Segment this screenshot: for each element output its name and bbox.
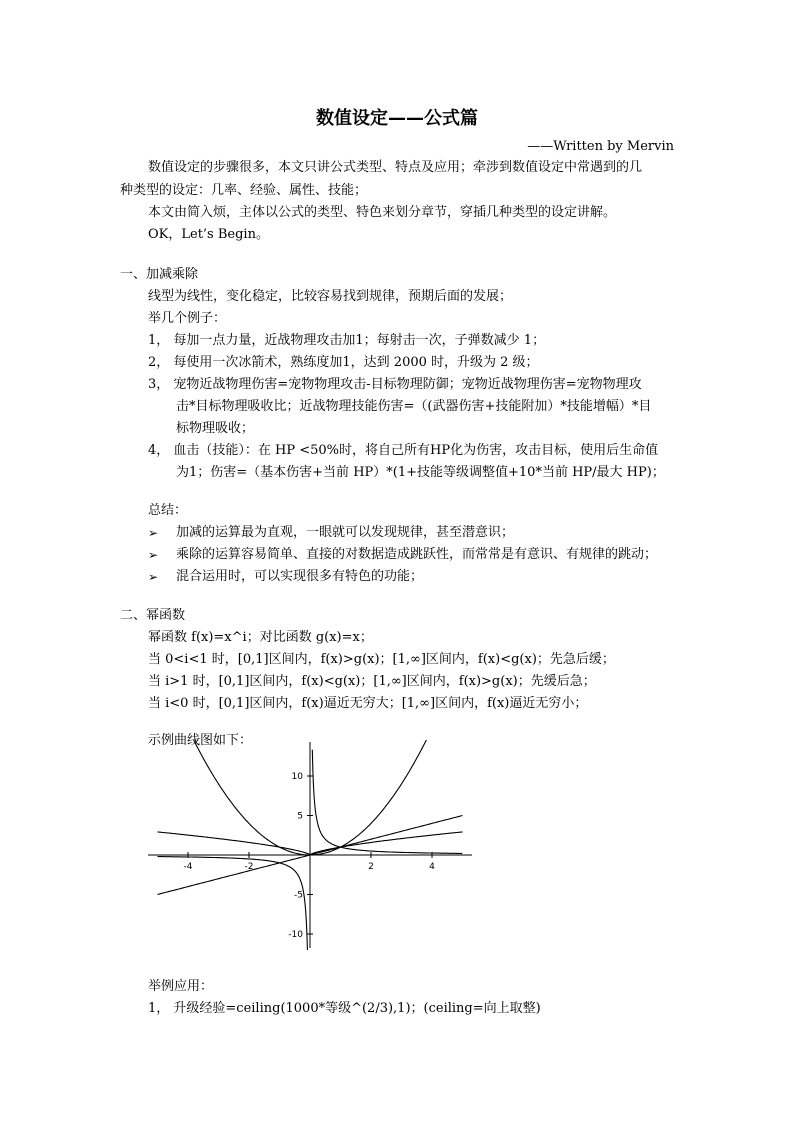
section-2-line-4: 当 i<0 时，[0,1]区间内，f(x)逼近无穷大；[1,∞]区间内，f(x)逼近无穷小； xyxy=(148,696,588,711)
power-function-chart xyxy=(140,740,480,950)
x-tick-label: 4 xyxy=(429,862,435,872)
arrow-bullet-icon: ➢ xyxy=(148,570,159,584)
intro-line-2: 种类型的设定：几率、经验、属性、技能； xyxy=(120,183,368,198)
section-2-heading: 二、幂函数 xyxy=(120,608,186,623)
page-title: 数值设定——公式篇 xyxy=(316,108,478,129)
application-label: 举例应用： xyxy=(148,979,214,994)
example-4-cont: 为1；伤害=（基本伤害+当前 HP）*(1+技能等级调整值+10*当前 HP/最大 HP)； xyxy=(176,465,665,480)
summary-label: 总结： xyxy=(148,503,188,518)
intro-line-3: 本文由简入烦，主体以公式的类型、特色来划分章节，穿插几种类型的设定讲解。 xyxy=(148,205,617,220)
chart-caption: 示例曲线图如下： xyxy=(148,733,253,748)
x-tick-label: -4 xyxy=(183,862,193,872)
summary-bullet-3: 混合运用时，可以实现很多有特色的功能； xyxy=(176,569,424,584)
section-1-heading: 一、加减乘除 xyxy=(120,267,199,282)
arrow-bullet-icon: ➢ xyxy=(148,548,159,562)
author-byline: ——Written by Mervin xyxy=(527,139,674,154)
intro-line-1: 数值设定的步骤很多，本文只讲公式类型、特点及应用；牵涉到数值设定中常遇到的几 xyxy=(148,160,643,175)
example-3-cont-2: 标物理吸收； xyxy=(176,421,255,436)
example-3-cont-1: 击*目标物理吸收比；近战物理技能伤害=（(武器伤害+技能附加）*技能增幅）*目 xyxy=(176,399,652,414)
section-2-line-3: 当 i>1 时，[0,1]区间内，f(x)<g(x)；[1,∞]区间内，f(x)>g(x)；先缓后急； xyxy=(148,674,596,689)
section-2-line-1: 幂函数 f(x)=x^i；对比函数 g(x)=x； xyxy=(148,630,373,645)
intro-line-4: OK，Let’s Begin。 xyxy=(148,227,269,242)
example-4: 4， 血击（技能）：在 HP <50%时，将自己所有HP化为伤害，攻击目标，使用后生命值 xyxy=(148,443,659,458)
summary-bullet-1: 加减的运算最为直观，一眼就可以发现规律，甚至潜意识； xyxy=(176,525,515,540)
summary-bullet-2: 乘除的运算容易简单、直接的对数据造成跳跃性，而常常是有意识、有规律的跳动； xyxy=(176,547,658,562)
example-2: 2， 每使用一次冰箭术，熟练度加1，达到 2000 时，升级为 2 级； xyxy=(148,355,539,370)
section-1-line-2: 举几个例子： xyxy=(148,311,227,326)
y-tick-label: 10 xyxy=(291,772,303,782)
arrow-bullet-icon: ➢ xyxy=(148,526,159,540)
example-3: 3， 宠物近战物理伤害=宠物物理攻击-目标物理防御；宠物近战物理伤害=宠物物理攻 xyxy=(148,377,642,392)
x-tick-label: -2 xyxy=(244,862,254,872)
y-tick-label: -5 xyxy=(294,890,303,901)
application-item-1: 1， 升级经验=ceiling(1000*等级^(2/3),1)；(ceiling=向上取整) xyxy=(148,1001,541,1016)
y-tick-label: -10 xyxy=(288,930,303,940)
y-tick-label: 5 xyxy=(297,811,303,822)
x-tick-label: 2 xyxy=(368,862,374,872)
example-1: 1， 每加一点力量，近战物理攻击加1；每射击一次，子弹数减少 1； xyxy=(148,333,546,348)
section-1-line-1: 线型为线性，变化稳定，比较容易找到规律，预期后面的发展； xyxy=(148,289,513,304)
section-2-line-2: 当 0<i<1 时，[0,1]区间内，f(x)>g(x)；[1,∞]区间内，f(x)<g(x)；先急后缓； xyxy=(148,652,615,667)
